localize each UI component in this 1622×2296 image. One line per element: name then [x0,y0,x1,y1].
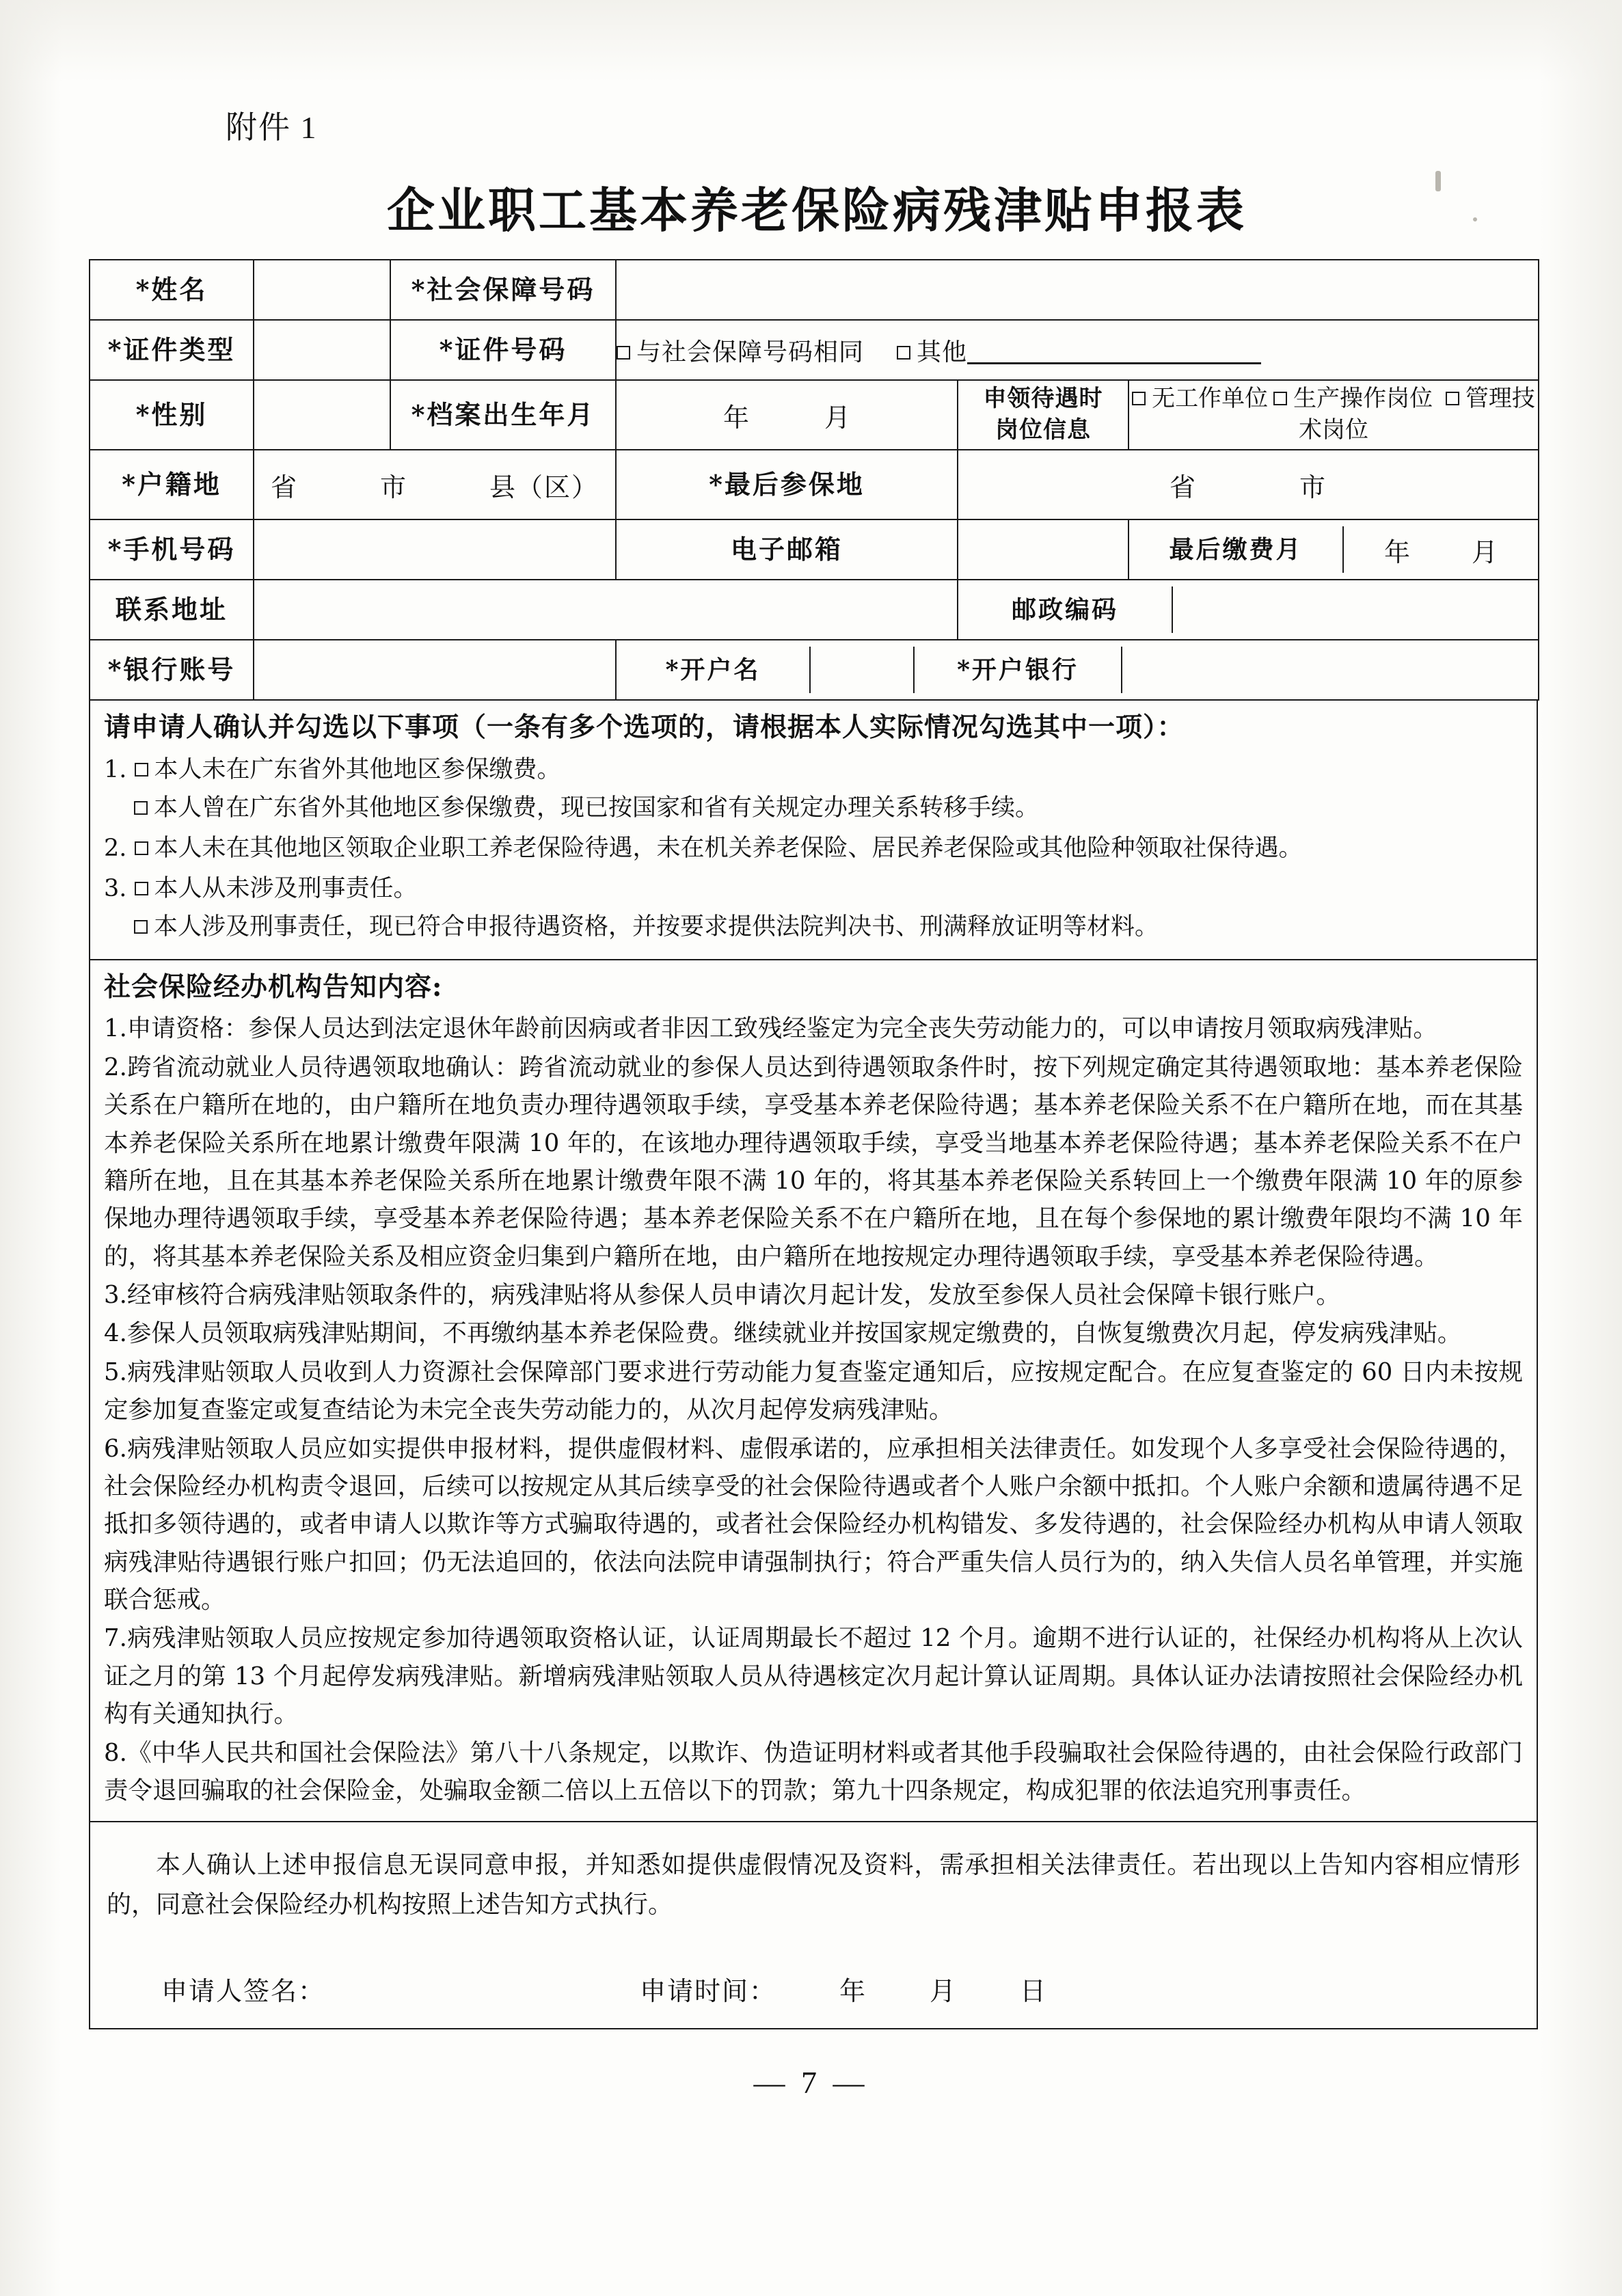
confirmation-heading: 请申请人确认并勾选以下事项（一条有多个选项的，请根据本人实际情况勾选其中一项）： [104,712,1185,743]
table-row-bank [90,640,1539,700]
postcode-cell [958,580,1539,640]
last-insured-place-input[interactable] [958,450,1539,519]
application-date-day-marker: 日 [1020,1975,1048,2006]
id-type-input[interactable] [254,320,390,380]
table-row-contact [90,519,1539,580]
bank-holder-cell [616,640,1539,700]
checkbox-confirm-1-sub-icon[interactable] [134,801,148,815]
household-city-marker: 市 [379,472,407,502]
post-info-label-line2: 岗位信息 [995,416,1091,444]
notice-item: 8.《中华人民共和国社会保险法》第八十八条规定，以欺诈、伪造证明材料或者其他手段骗取社会保险待遇的，由社会保险行政部门责令退回骗取的社会保险金，处骗取金额二倍以上五倍以下的罚款；第九十四条规定，构成犯罪的依法追究刑事责任。 [104,1738,1523,1805]
email-label: 电子邮箱 [616,519,958,580]
opening-bank-label: *开户银行 [915,647,1122,694]
name-label: *姓名 [90,260,254,320]
signature-row [107,1970,1520,2008]
household-place-label: *户籍地 [90,450,254,519]
table-row-address [90,580,1539,640]
household-province-marker: 省 [270,472,298,502]
application-date-month-marker: 月 [930,1975,958,2006]
mobile-number-label: *手机号码 [90,519,254,580]
last-payment-year-marker: 年 [1383,537,1410,567]
declaration-block [89,1822,1538,2029]
checkbox-confirm-3-main-icon[interactable] [135,882,148,895]
id-number-options [616,320,1539,380]
post-info-label [958,380,1128,450]
applicant-signature-field[interactable] [161,1970,640,2008]
page-content [89,103,1545,2029]
postcode-label: 邮政编码 [958,586,1173,634]
confirmation-item-3 [104,869,1523,947]
option-management-post-label: 管理技术岗位 [1299,385,1535,444]
confirmation-item-2-main: 本人未在其他地区领取企业职工养老保险待遇，未在机关养老保险、居民养老保险或其他险种领取社保待遇。 [154,834,1303,862]
post-info-options [1128,380,1539,450]
table-row-gender [90,380,1539,450]
bank-account-label: *银行账号 [90,640,254,700]
checkbox-confirm-3-sub-icon[interactable] [134,920,148,934]
checkbox-same-as-ssn-icon[interactable] [617,346,630,360]
notice-item: 3.经审核符合病残津贴领取条件的，病残津贴将从参保人员申请次月起计发，发放至参保人员社会保障卡银行账户。 [104,1281,1340,1310]
last-payment-month-input[interactable] [1344,526,1538,573]
archive-birth-date-input[interactable] [616,380,958,450]
checkbox-other-id-icon[interactable] [897,346,910,360]
confirmation-item-3-number: 3. [104,874,127,902]
application-date-field[interactable] [640,1970,1047,2008]
confirmation-item-1-main: 本人未在广东省外其他地区参保缴费。 [154,755,561,783]
last-payment-month-label: 最后缴费月 [1129,526,1344,573]
post-info-label-line1: 申领待遇时 [983,385,1103,413]
scan-shading-right [1540,0,1622,2296]
confirmation-item-3-sub: 本人涉及刑事责任，现已符合申报待遇资格，并按要求提供法院判决书、刑满释放证明等材料。 [154,913,1159,941]
table-row-id [90,320,1539,380]
option-production-post-label: 生产操作岗位 [1293,385,1433,413]
declaration-paragraph: 本人确认上述申报信息无误同意申报，并知悉如提供虚假情况及资料，需承担相关法律责任。若出现以上告知内容相应情形的，同意社会保险经办机构按照上述告知方式执行。 [107,1851,1520,1919]
checkbox-production-post-icon[interactable] [1273,392,1287,405]
notice-item: 1.申请资格：参保人员达到法定退休年龄前因病或者非因工致残经鉴定为完全丧失劳动能力的，可以申请按月领取病残津贴。 [104,1014,1437,1043]
social-security-number-grid[interactable] [616,260,1539,320]
scan-shading-left [0,0,62,2296]
confirmation-block [89,701,1538,960]
applicant-signature-label: 申请人签名： [161,1975,326,2006]
application-date-label: 申请时间： [640,1975,777,2006]
notice-item: 4.参保人员领取病残津贴期间，不再缴纳基本养老保险费。继续就业并按国家规定缴费的，自恢复缴费次月起，停发病残津贴。 [104,1319,1462,1348]
birth-year-marker: 年 [722,402,749,433]
option-no-employer-label: 无工作单位 [1152,385,1269,413]
confirmation-item-2-number: 2. [104,834,127,862]
mobile-number-input[interactable] [254,519,616,580]
gender-label: *性别 [90,380,254,450]
opening-bank-input[interactable] [1122,647,1538,694]
contact-address-label: 联系地址 [90,580,254,640]
confirmation-item-1-sub: 本人曾在广东省外其他地区参保缴费，现已按国家和省有关规定办理关系转移手续。 [154,794,1040,822]
confirmation-item-3-main: 本人从未涉及刑事责任。 [154,874,418,902]
last-insured-place-label: *最后参保地 [616,450,958,519]
page-title: 企业职工基本养老保险病残津贴申报表 [387,182,1247,239]
notice-block [89,960,1538,1822]
id-number-label: *证件号码 [390,320,616,380]
option-other-id-label: 其他 [917,338,968,366]
last-payment-month-marker: 月 [1472,537,1498,567]
birth-month-marker: 月 [824,402,851,433]
account-name-label: *开户名 [617,647,811,694]
contact-address-input[interactable] [254,580,958,640]
notice-item: 5.病残津贴领取人员收到人力资源社会保障部门要求进行劳动能力复查鉴定通知后，应按规定配合。在应复查鉴定的 60 日内未按规定参加复查鉴定或复查结论为未完全丧失劳动能力的，从次月起停发病残津贴。 [104,1358,1523,1424]
id-type-label: *证件类型 [90,320,254,380]
application-date-year-marker: 年 [839,1975,867,2006]
table-row-name [90,260,1539,320]
notice-heading: 社会保险经办机构告知内容: [104,971,443,1003]
gender-input[interactable] [254,380,390,450]
last-insured-province-marker: 省 [1169,472,1197,502]
archive-birth-date-label: *档案出生年月 [390,380,616,450]
email-input[interactable] [958,519,1128,580]
notice-item: 2.跨省流动就业人员待遇领取地确认：跨省流动就业的参保人员达到待遇领取条件时，按下列规定确定其待遇领取地：基本养老保险关系在户籍所在地的，由户籍所在地负责办理待遇领取手续，享受基本养老保险待遇；基本养老保险关系不在户籍所在地，而在其基本养老保险关系所在地累计缴费年限满 10 年的，在该地办理待遇领取手续，享受当地基本养老保险待遇；基本养老保险关系不在户籍所在地，且在其基本养老保险关系所在地累计缴费年限不满 10 年的，将其基本养老保险关系转回上一个缴费年限满 10 年的原参保地办理待遇领取手续，享受基本养老保险待遇；基本养老保险关系不在户籍所在地，且在每个参保地的累计缴费年限均不满 10 年的，将其基本养老保险关系及相应资金归集到户籍所在地，由户籍所在地按规定办理待遇领取手续，享受基本养老保险待遇。 [104,1053,1523,1271]
postcode-input[interactable] [1173,586,1538,634]
other-id-write-in-field[interactable] [967,342,1261,364]
checkbox-management-post-icon[interactable] [1446,392,1459,405]
household-place-input[interactable] [254,450,616,519]
confirmation-item-1 [104,751,1523,828]
social-security-number-label: *社会保障号码 [390,260,616,320]
page-number-footer: — 7 — [753,2065,869,2100]
last-payment-month-cell [1128,519,1539,580]
confirmation-item-1-sub-wrap [104,789,1523,828]
account-name-input[interactable] [811,647,915,694]
last-insured-city-marker: 市 [1299,472,1327,502]
option-same-as-ssn-label: 与社会保障号码相同 [636,338,865,366]
table-row-household [90,450,1539,519]
bank-account-input[interactable] [254,640,616,700]
checkbox-no-employer-icon[interactable] [1132,392,1146,405]
scan-shading-top [0,0,1622,82]
confirmation-item-3-sub-wrap [104,908,1523,947]
household-county-marker: 县（区） [489,472,599,502]
confirmation-item-2 [104,829,1523,868]
confirmation-item-1-number: 1. [104,755,127,783]
notice-item: 7.病残津贴领取人员应按规定参加待遇领取资格认证，认证周期最长不超过 12 个月。逾期不进行认证的，社保经办机构将从上次认证之月的第 13 个月起停发病残津贴。新增病残津贴领取人员从待遇核定次月起计算认证周期。具体认证办法请按照社会保险经办机构有关通知执行。 [104,1624,1523,1729]
name-input[interactable] [254,260,390,320]
checkbox-confirm-2-main-icon[interactable] [135,841,148,855]
checkbox-confirm-1-main-icon[interactable] [135,763,148,776]
applicant-info-table [89,259,1539,701]
notice-item: 6.病残津贴领取人员应如实提供申报材料，提供虚假材料、虚假承诺的，应承担相关法律责任。如发现个人多享受社会保险待遇的，社会保险经办机构责令退回，后续可以按规定从其后续享受的社会保险待遇或者个人账户余额中抵扣。个人账户余额和遗属待遇不足抵扣多领待遇的，或者申请人以欺诈等方式骗取待遇的，或者社会保险经办机构错发、多发待遇的，社会保险经办机构从申请人领取病残津贴待遇银行账户扣回；仍无法追回的，依法向法院申请强制执行；符合严重失信人员行为的，纳入失信人员名单管理，并实施联合惩戒。 [104,1434,1523,1615]
attachment-label: 附件 1 [226,110,318,145]
